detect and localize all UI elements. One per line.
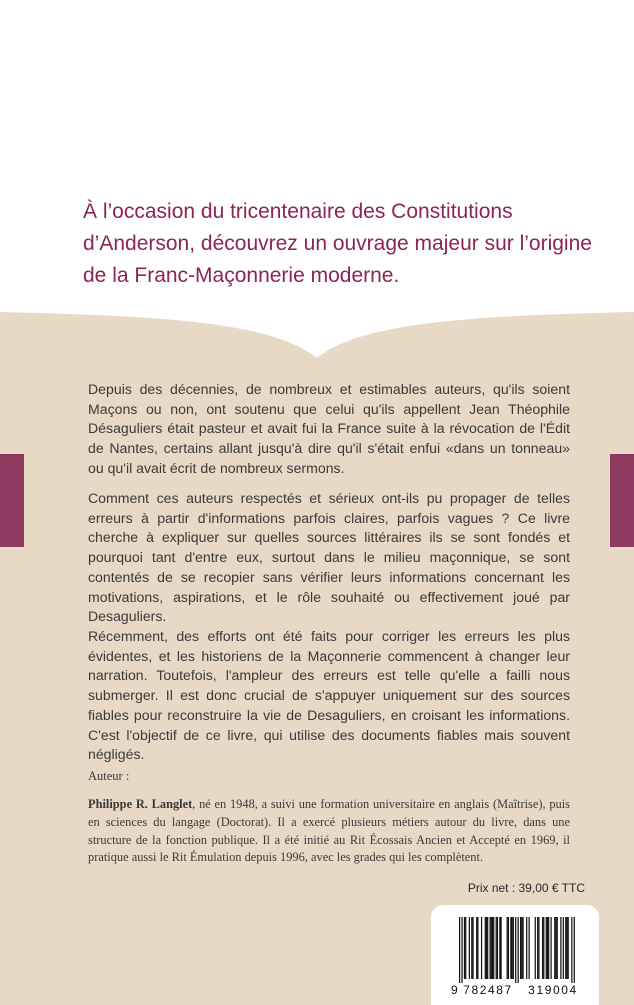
paragraph-2: Comment ces auteurs respectés et sérieux ont-ils pu propager de telles erreurs à partir d'informations parfois claires, parfois vagues ? Ce livre cherche à expliquer sur quelles sources littéraires ils se sont fondés et pourquoi tant d'entre eux, surtout dans le milieu maçonnique, se sont contentés de se recopier sans vérifier leurs informations concernant les motivations, aspirations, et le rôle souhaité ou effectivement joué par Desaguliers. [88, 490, 570, 625]
barcode-bar [521, 917, 522, 979]
barcode-bar [491, 917, 492, 979]
barcode-bar [535, 917, 536, 979]
barcode-bar [560, 917, 561, 979]
barcode-bars [459, 917, 575, 983]
barcode-bar [487, 917, 488, 979]
barcode-bar [554, 917, 555, 979]
barcode-bar [566, 917, 567, 979]
barcode-bar [563, 917, 564, 979]
barcode-bar [555, 917, 556, 979]
barcode-bar [508, 917, 509, 979]
barcode-bar [472, 917, 473, 979]
barcode-bar [526, 917, 527, 979]
barcode-bar [485, 917, 486, 979]
barcode-bar [571, 917, 572, 983]
barcode-bar [520, 917, 521, 979]
barcode-bar [459, 917, 460, 983]
barcode-bar [557, 917, 558, 979]
paragraph-1: Depuis des décennies, de nombreux et estimables auteurs, qu'ils soient Maçons ou non, ont soutenu que celui qu'ils appellent Jean Théophile Désaguliers était pasteur et avait fui la France suite à la révocation de l'Édit de Nantes, certains allant jusqu'à dire qu'il s'était enfui «dans un tonneau» ou qu'il avait écrit de nombreux sermons. [88, 381, 570, 476]
barcode-bar [481, 917, 482, 979]
barcode-bar [510, 917, 511, 979]
barcode-bar [461, 917, 462, 983]
barcode-bar [492, 917, 493, 979]
barcode-first-digit: 9 [451, 983, 458, 997]
left-side-tab [0, 454, 24, 547]
barcode-bar [522, 917, 523, 979]
barcode-bar [497, 917, 498, 979]
barcode-bar [518, 917, 519, 983]
barcode-bar [568, 917, 569, 979]
barcode-bar [546, 917, 547, 979]
barcode-bar [511, 917, 512, 979]
author-bio [88, 796, 570, 867]
tagline: À l’occasion du tricentenaire des Constitutions d’Anderson, découvrez un ouvrage majeur sur l’origine de la Franc-Maçonnerie moderne. [83, 200, 592, 287]
barcode-bar [499, 917, 500, 979]
barcode-bar [500, 917, 501, 979]
paragraph-3: Récemment, des efforts ont été faits pour corriger les erreurs les plus évidentes, et les historiens de la Maçonnerie commencent à changer leur narration. Toutefois, l'ampleur des erreurs est telle qu'elle a failli nous submerger. Il est donc crucial de s'appuyer uniquement sur des sources fiables pour reconstruire la vie de Desaguliers, en croisant les informations. C'est l'objectif de ce livre, qui utilise des documents fiables mais souvent négligés. [88, 628, 570, 763]
barcode-bar [486, 917, 487, 979]
barcode-group-1: 782487 [463, 983, 513, 997]
barcode-bar [547, 917, 548, 979]
barcode-bar [464, 917, 465, 979]
barcode-bar [537, 917, 538, 979]
top-white-band [0, 0, 634, 360]
barcode-bar [471, 917, 472, 979]
barcode-bar [551, 917, 552, 979]
price-label: Prix net : 39,00 € TTC [467, 881, 585, 895]
barcode-bar [477, 917, 478, 979]
barcode-panel [431, 905, 599, 1005]
barcode-bar [543, 917, 544, 979]
author-heading: Auteur : [88, 769, 130, 783]
barcode-bar [490, 917, 491, 979]
right-side-tab [610, 454, 634, 547]
barcode-group-2: 319004 [528, 983, 578, 997]
barcode-bar [538, 917, 539, 979]
barcode-bar [565, 917, 566, 979]
barcode-bar [542, 917, 543, 979]
barcode-bar [493, 917, 494, 979]
barcode [431, 905, 599, 1005]
barcode-bar [513, 917, 514, 979]
barcode-bar [496, 917, 497, 979]
barcode-bar [574, 917, 575, 983]
barcode-bar [465, 917, 466, 979]
author-bio-text: , né en 1948, a suivi une formation universitaire en anglais (Maîtrise), puis en sciences du langage (Doctorat). Il a exercé plusieurs métiers autour du livre, dans une structure de la fonction publique. Il a été initié au Rit Écossais Ancien et Accepté en 1969, il pratique aussi le Rit Émulation depuis 1996, avec les grades qui les complètent. [88, 797, 570, 865]
barcode-bar [548, 917, 549, 979]
barcode-bar [515, 917, 516, 983]
barcode-bar [469, 917, 470, 979]
barcode-bar [529, 917, 530, 979]
barcode-bar [507, 917, 508, 979]
author-name: Philippe R. Langlet [88, 797, 193, 811]
barcode-bar [476, 917, 477, 979]
